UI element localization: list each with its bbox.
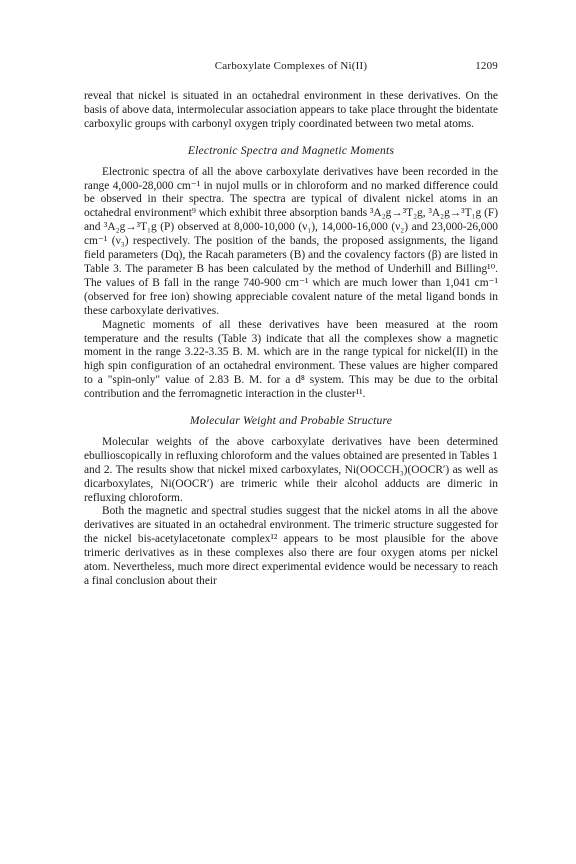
journal-page: [84, 60, 498, 589]
paragraph-electronic-spectra: Electronic spectra of all the above carboxylate derivatives have been recorded in the range 4,000-28,000 cm⁻¹ in nujol mulls or in chloroform and no marked difference could be observed in their spectra. The spectra are typical of divalent nickel atoms in an octahedral environment⁹ which exhibit three absorption bands ³A₂g→³T₂g, ³A₂g→³T₁g (F) and ³A₂g→³T₁g (P) observed at 8,000-10,000 (ν₁), 14,000-16,000 (ν₂) and 23,000-26,000 cm⁻¹ (ν₃) respectively. The position of the bands, the proposed assignments, the ligand field parameters (Dq), the Racah parameters (B) and the covalency factors (β) are listed in Table 3. The parameter B has been calculated by the method of Underhill and Billing¹⁰. The values of B fall in the range 740-900 cm⁻¹ which are much lower than 1,041 cm⁻¹ (observed for free ion) showing appreciable covalent nature of the metal ligand bonds in these carboxylate derivatives.: [84, 165, 498, 317]
article-body: [84, 90, 498, 589]
running-title: Carboxylate Complexes of Ni(II): [214, 60, 368, 72]
running-header: [84, 60, 498, 76]
page-number: 1209: [475, 60, 498, 72]
paragraph-probable-structure: Both the magnetic and spectral studies suggest that the nickel atoms in all the above derivatives are situated in an octahedral environment. The trimeric structure suggested for the nickel bis-acetylacetonate complex¹² appears to be most plausible for the above trimeric derivatives as in these complexes also there are four oxygen atoms per nickel atom. Nevertheless, much more direct experimental evidence would be necessary to reach a final conclusion about their: [84, 505, 498, 587]
section-heading-spectra: Electronic Spectra and Magnetic Moments: [187, 143, 395, 157]
paragraph-continuation: reveal that nickel is situated in an octahedral environment in these derivatives. On the basis of above data, intermolecular association appears to take place throught the bidentate carboxylic groups with carbonyl oxygen triply coordinated between two metal atoms.: [84, 90, 498, 130]
paragraph-magnetic-moments: Magnetic moments of all these derivatives have been measured at the room temperature and the results (Table 3) indicate that all the complexes show a magnetic moment in the range 3.22-3.35 B. M. which are in the range typical for nickel(II) in the high spin configuration of an octahedral environment. These values are higher compared to a "spin-only" value of 2.83 B. M. for a d⁸ system. This may be due to the orbital contribution and the ferromagnetic interaction in the cluster¹¹.: [84, 318, 498, 401]
paragraph-molecular-weights: Molecular weights of the above carboxylate derivatives have been determined ebullioscopically in refluxing chloroform and the values obtained are presented in Tables 1 and 2. The results show that nickel mixed carboxylates, Ni(OOCCH₃)(OOCR′) as well as dicarboxylates, Ni(OOCR′) are trimeric while their alcohol adducts are dimeric in refluxing chloroform.: [84, 435, 498, 504]
section-heading-structure: Molecular Weight and Probable Structure: [189, 414, 393, 428]
